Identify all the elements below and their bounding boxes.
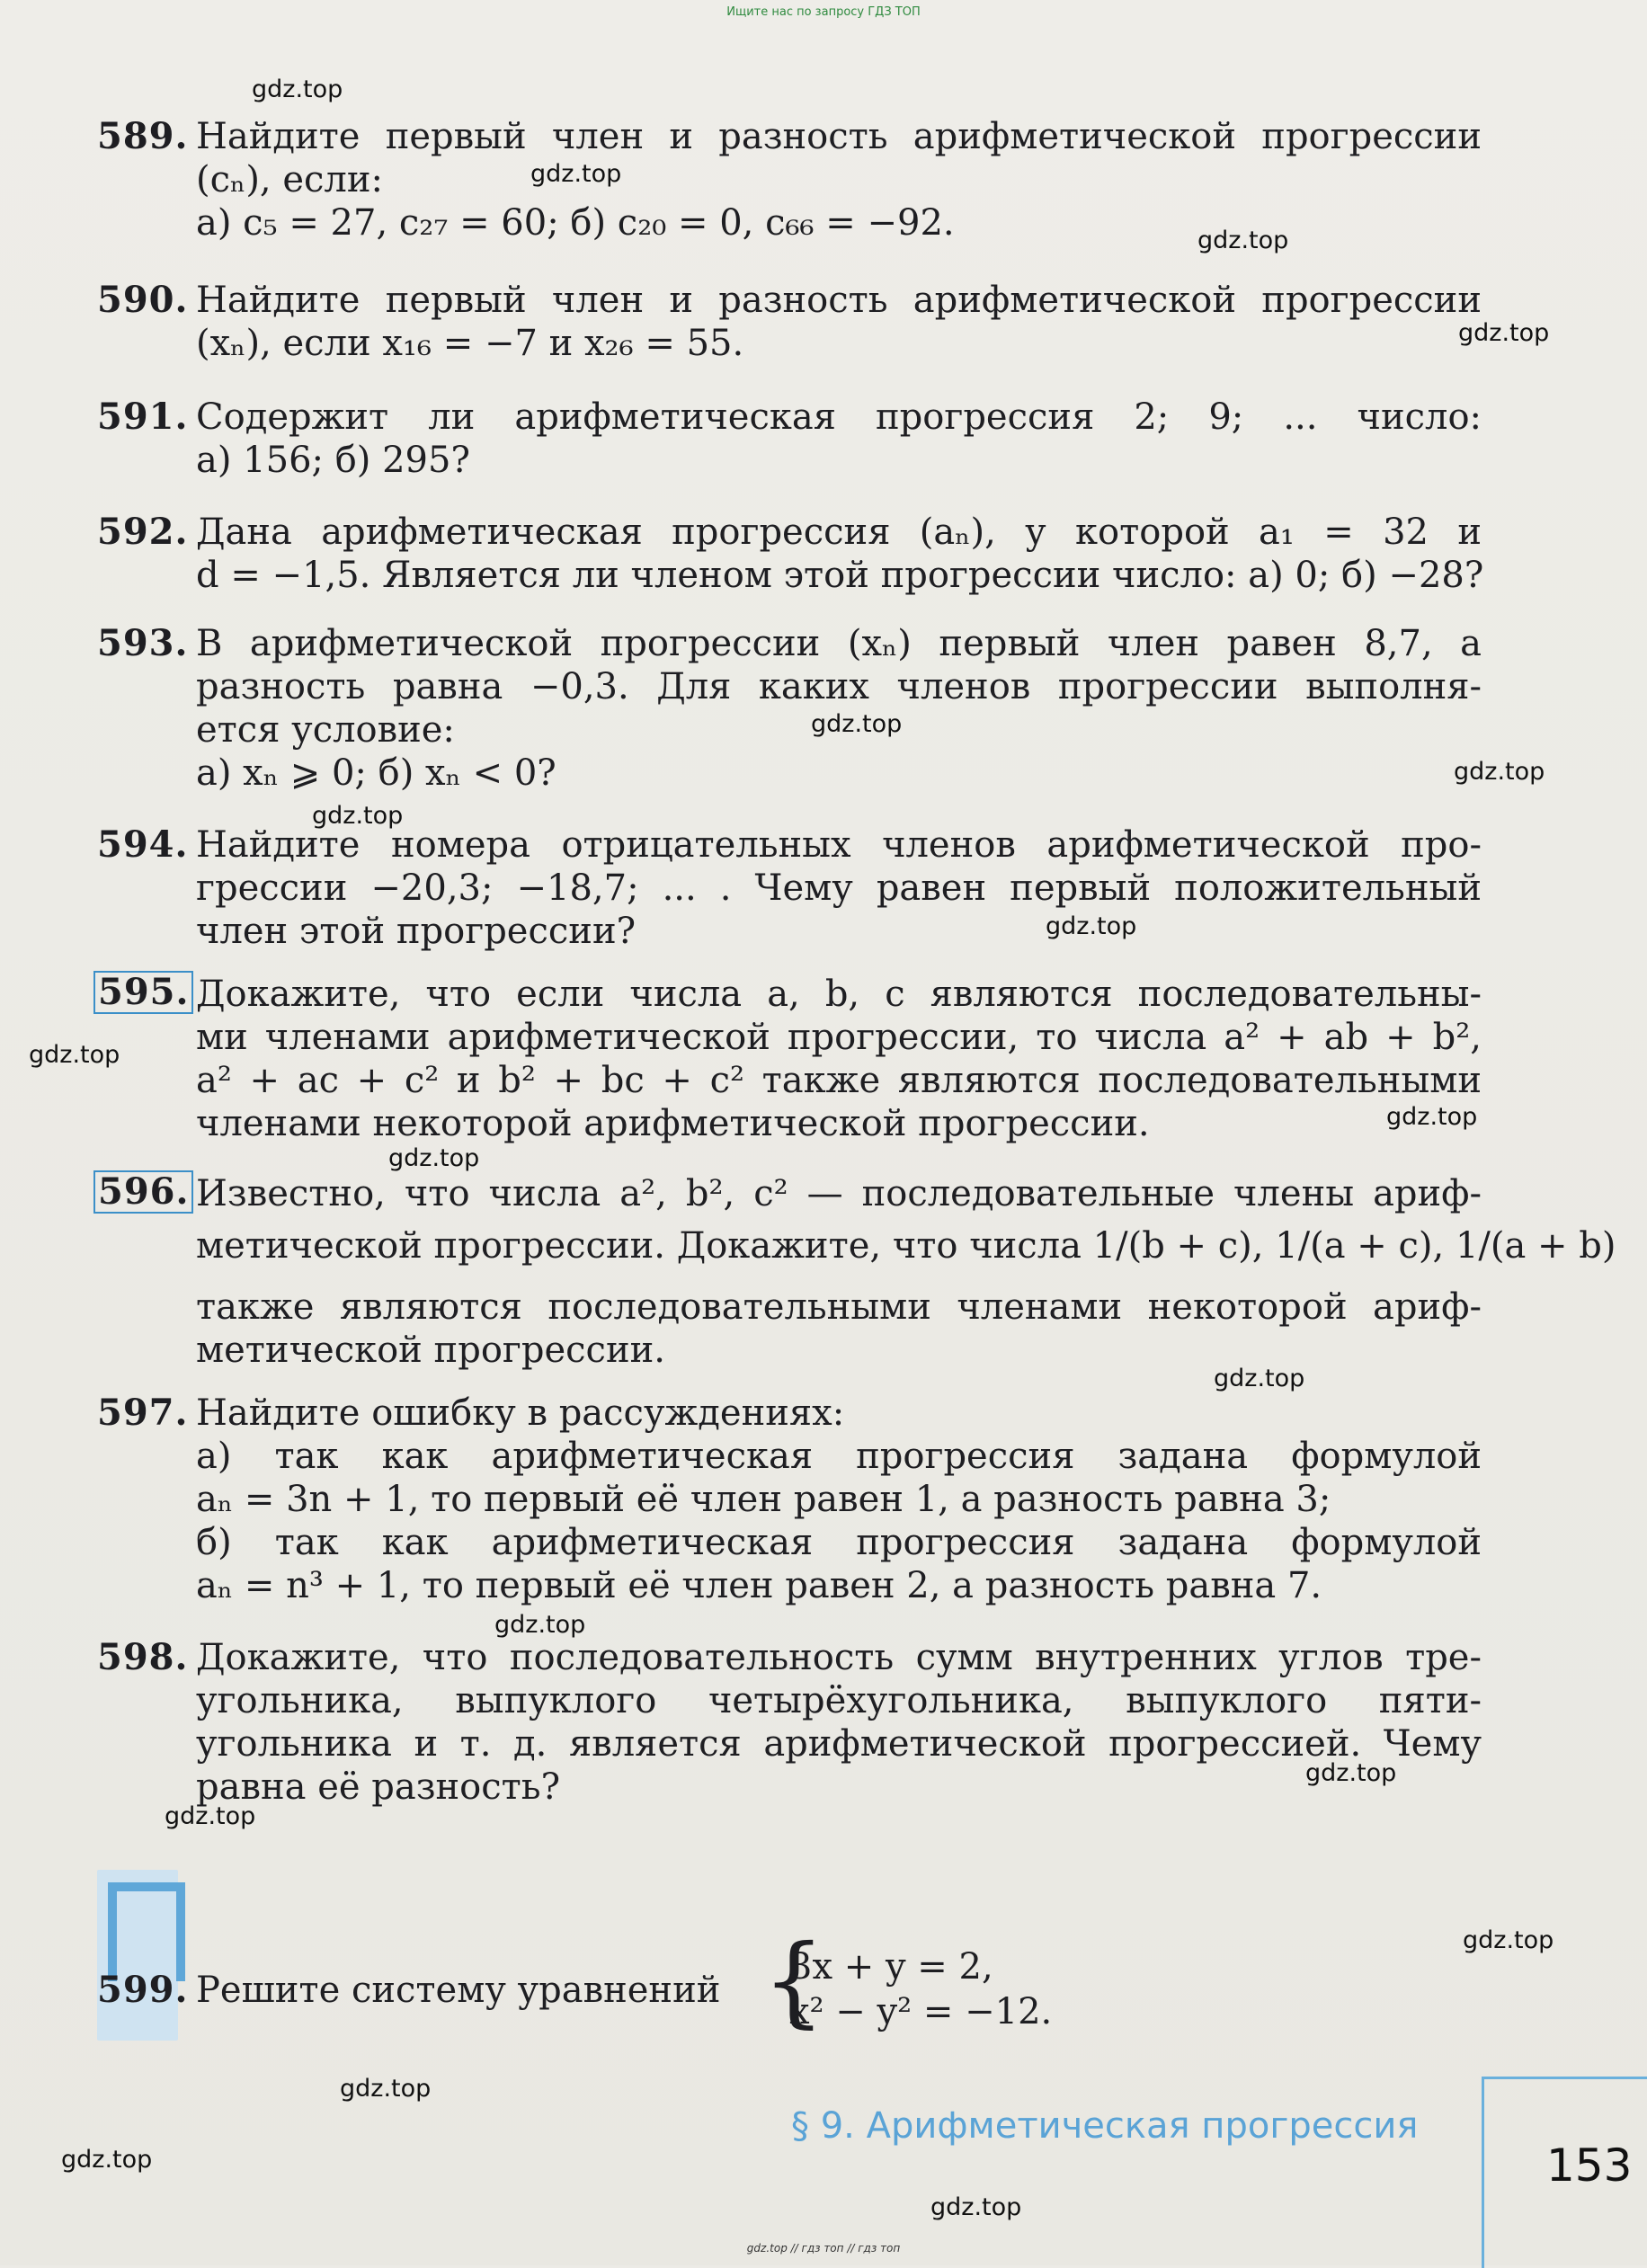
exercise-590 [97,279,1482,365]
exercise-text-line: Известно, что числа a², b², c² — последовательные члены ариф- [196,1173,1482,1214]
exercise-text-line: Найдите номера отрицательных членов арифметической про- [196,824,1482,866]
equation-system [789,1945,1149,2035]
exercise-text-line: а) 156; б) 295? [196,440,470,481]
exercise-text-line: б) так как арифметическая прогрессия задана формулой [196,1522,1482,1563]
exercise-text-line: aₙ = 3n + 1, то первый её член равен 1, а разность равна 3; [196,1479,1331,1520]
watermark: gdz.top [61,2146,153,2174]
exercise-597 [97,1392,1482,1607]
watermark: gdz.top [1458,319,1550,347]
exercise-text-line: Найдите первый член и разность арифметической прогрессии [196,280,1482,321]
exercise-number: 592. [97,511,189,553]
exercise-text-line: метической прогрессии. Докажите, что числа 1/(b + c), 1/(a + c), 1/(a + b) [196,1225,1616,1267]
exercise-text-line: ми членами арифметической прогрессии, то числа a² + ab + b², [196,1017,1482,1058]
exercise-text-line: Найдите ошибку в рассуждениях: [196,1392,845,1434]
exercise-text-line: членами некоторой арифметической прогрессии. [196,1103,1150,1144]
exercise-596 [97,1170,1616,1372]
exercise-598 [97,1636,1482,1809]
exercise-589 [97,115,1482,245]
exercise-text-line: aₙ = n³ + 1, то первый её член равен 2, а разность равна 7. [196,1565,1322,1606]
equation-line: 3x + y = 2, [789,1946,993,1988]
exercise-text-line: (xₙ), если x₁₆ = −7 и x₂₆ = 55. [196,323,744,364]
exercise-text-line: Найдите первый член и разность арифметической прогрессии [196,116,1482,157]
exercise-text-line: ется условие: [196,709,455,751]
exercise-number: 595. [93,971,193,1014]
running-footer-title: § 9. Арифметическая прогрессия [791,2105,1419,2147]
exercise-text-line: а) так как арифметическая прогрессия задана формулой [196,1436,1482,1477]
exercise-text-line: Докажите, что если числа a, b, c являются последовательны- [196,974,1482,1015]
exercise-number: 589. [97,115,189,157]
exercise-text-line: (cₙ), если: [196,159,383,200]
exercise-number: 599. [97,1969,189,2011]
exercise-text-line: Решите систему уравнений [196,1970,721,2011]
exercise-text-line: а) c₅ = 27, c₂₇ = 60; б) c₂₀ = 0, c₆₆ = −92. [196,202,955,244]
exercise-text-line: равна её разность? [196,1766,561,1808]
exercise-text-line: метической прогрессии. [196,1330,665,1371]
watermark: gdz.top [811,710,903,738]
exercise-text-line: a² + ac + c² и b² + bc + c² также являются последовательными [196,1060,1482,1101]
exercise-text-line: Докажите, что последовательность сумм внутренних углов тре- [196,1637,1482,1678]
header-note: Ищите нас по запросу ГДЗ ТОП [726,5,921,19]
exercise-number: 596. [93,1170,193,1214]
watermark: gdz.top [312,802,404,830]
exercise-number: 594. [97,823,189,866]
exercise-text-line: угольника, выпуклого четырёхугольника, выпуклого пяти- [196,1680,1482,1721]
exercise-595 [97,973,1482,1145]
exercise-number: 590. [97,279,189,321]
exercise-text-line: также являются последовательными членами некоторой ариф- [196,1286,1482,1328]
watermark: gdz.top [1454,758,1545,786]
section-marker-icon [97,1870,178,2041]
watermark: gdz.top [340,2075,432,2103]
exercise-text-line: грессии −20,3; −18,7; ... . Чему равен первый положительный [196,867,1482,909]
exercise-number: 597. [97,1392,189,1434]
watermark: gdz.top [1214,1365,1305,1392]
exercise-593 [97,622,1482,795]
exercise-text-line: В арифметической прогрессии (xₙ) первый член равен 8,7, а [196,623,1482,664]
exercise-text-line: угольника и т. д. является арифметической прогрессией. Чему [196,1723,1482,1765]
exercise-591 [97,396,1482,482]
watermark: gdz.top [1386,1103,1478,1131]
exercise-number: 593. [97,622,189,664]
exercise-text-line: d = −1,5. Является ли членом этой прогрессии число: а) 0; б) −28? [196,555,1484,596]
footer-note: gdz.top // гдз топ // гдз топ [746,2242,901,2255]
exercise-594 [97,823,1482,953]
watermark: gdz.top [29,1041,120,1069]
watermark: gdz.top [530,160,622,188]
exercise-number: 598. [97,1636,189,1678]
exercise-text-line: разность равна −0,3. Для каких членов прогрессии выполня- [196,666,1482,707]
watermark: gdz.top [388,1144,480,1172]
watermark: gdz.top [252,76,343,103]
system-brace: { [762,1923,825,2038]
page-number: 153 [1546,2139,1633,2192]
watermark: gdz.top [1463,1926,1554,1954]
exercise-text-line: Дана арифметическая прогрессия (aₙ), у которой a₁ = 32 и [196,511,1482,553]
watermark: gdz.top [1305,1759,1397,1787]
exercise-text-line: Содержит ли арифметическая прогрессия 2; 9; ... число: [196,396,1482,438]
exercise-text-line: член этой прогрессии? [196,911,637,952]
exercise-text-line: а) xₙ ⩾ 0; б) xₙ < 0? [196,752,556,794]
watermark: gdz.top [930,2193,1022,2221]
exercise-592 [97,511,1482,597]
watermark: gdz.top [1197,227,1289,254]
equation-line: x² − y² = −12. [789,1991,1053,2032]
watermark: gdz.top [165,1802,256,1830]
watermark: gdz.top [494,1611,586,1639]
exercise-number: 591. [97,396,189,438]
watermark: gdz.top [1046,912,1137,940]
